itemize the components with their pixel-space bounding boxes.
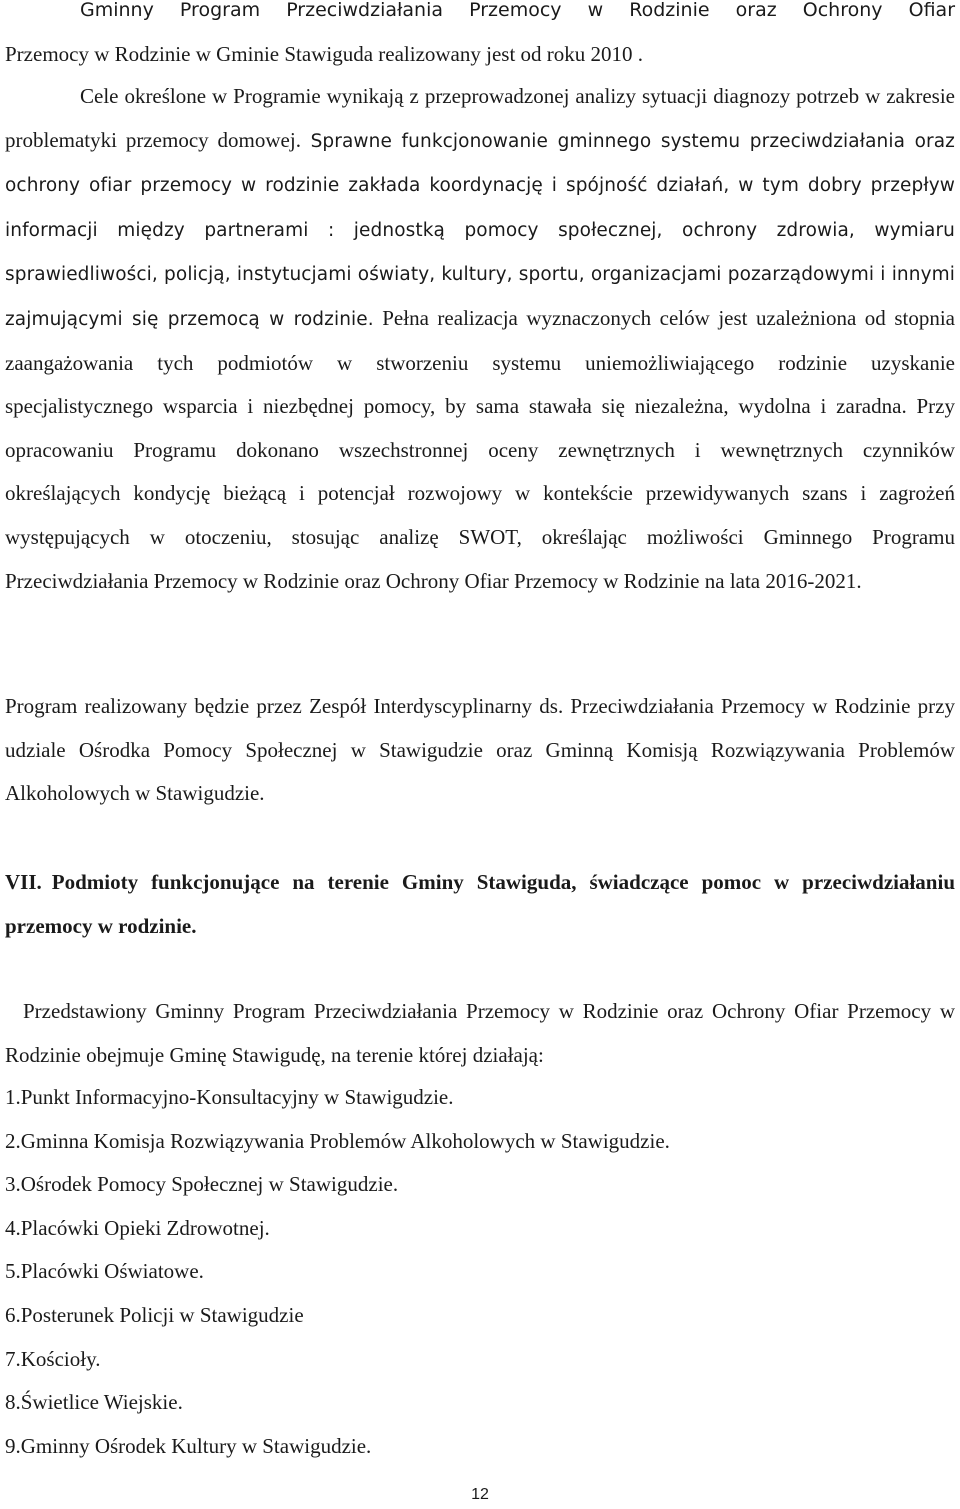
goals-text-sans: Sprawne funkcjonowanie gminnego systemu przeciwdziałania oraz ochrony ofiar przemocy w rodzinie zakłada koordynację i spójność działań, w tym dobry przepływ informacji między partnerami : jednostką pomocy społecznej, ochrony zdrowia, wymiaru sprawiedliwości, policją, instytucjami oświaty, kultury, sportu, organizacjami pozarządowymi i innymi zajmującymi się przemocą w rodzinie. — [5, 130, 955, 330]
list-item — [5, 1381, 905, 1425]
list-item-number: 3. — [5, 1172, 21, 1197]
goals-text-serif: Cele określone w Programie wynikają z przeprowadzonej analizy sytuacji diagnozy potrzeb w zakresie problematyki przemocy domowej. — [5, 84, 955, 152]
list-item-text: Placówki Opieki Zdrowotnej. — [20, 1215, 270, 1240]
list-item-number: 5. — [5, 1259, 21, 1284]
section-title: Podmioty funkcjonujące na terenie Gminy Stawiguda, świadczące pomoc w przeciwdziałaniu przemocy w rodzinie. — [5, 870, 955, 938]
list-item-text: Placówki Oświatowe. — [20, 1259, 204, 1284]
goals-text-rest: Pełna realizacja wyznaczonych celów jest uzależniona od stopnia zaangażowania tych podmiotów w stworzeniu systemu uniemożliwiającego rodzinie uzyskanie specjalistycznego wsparcia i niezbędnej pomocy, by sama stawała się niezależna, wydolna i zaradna. Przy opracowaniu Programu dokonano wszechstronnej oceny zewnętrznych i wewnętrznych czynników określających kondycję bieżącą i potencjał rozwojowy w kontekście przewidywanych szans i zagrożeń występujących w otoczeniu, stosując analizę SWOT, określając możliwości Gminnego Programu Przeciwdziałania Przemocy w Rodzinie oraz Ochrony Ofiar Przemocy w Rodzinie na lata 2016-2021. — [5, 305, 955, 593]
list-item-text: Gminna Komisja Rozwiązywania Problemów Alkoholowych w Stawigudzie. — [20, 1128, 670, 1153]
section-heading — [5, 861, 955, 948]
intro-paragraph — [5, 0, 955, 76]
list-item — [5, 1294, 905, 1338]
entities-list — [5, 1076, 905, 1468]
implementation-paragraph: Program realizowany będzie przez Zespół Interdyscyplinarny ds. Przeciwdziałania Przemocy w Rodzinie przy udziale Ośrodka Pomocy Społecznej w Stawigudzie oraz Gminną Komisją Rozwiązywania Problemów Alkoholowych w Stawigudzie. — [5, 694, 955, 806]
list-item-number: 8. — [5, 1390, 21, 1415]
list-item-number: 2. — [5, 1128, 21, 1153]
list-item — [5, 1250, 905, 1294]
list-item — [5, 1425, 905, 1469]
list-item-text: Świetlice Wiejskie. — [20, 1390, 183, 1415]
list-item-number: 1. — [5, 1085, 21, 1109]
intro-line-2: Przemocy w Rodzinie w Gminie Stawiguda realizowany jest od roku 2010 . — [5, 41, 644, 66]
list-item-text: Ośrodek Pomocy Społecznej w Stawigudzie. — [20, 1172, 399, 1197]
list-item-text: Gminny Ośrodek Kultury w Stawigudzie. — [20, 1433, 372, 1458]
intro-line-1: Gminny Program Przeciwdziałania Przemocy w Rodzinie oraz Ochrony Ofiar — [80, 0, 955, 21]
page-number: 12 — [471, 1486, 489, 1503]
list-item — [5, 1076, 905, 1120]
list-item-text: Punkt Informacyjno-Konsultacyjny w Stawigudzie. — [20, 1085, 454, 1109]
list-item — [5, 1163, 905, 1207]
list-item-number: 7. — [5, 1346, 21, 1371]
list-item — [5, 1338, 905, 1382]
list-item — [5, 1120, 905, 1164]
list-item-number: 9. — [5, 1433, 21, 1458]
scope-paragraph: Przedstawiony Gminny Program Przeciwdziałania Przemocy w Rodzinie oraz Ochrony Ofiar Przemocy w Rodzinie obejmuje Gminę Stawigudę, na terenie której działają: — [5, 999, 955, 1067]
list-item-text: Posterunek Policji w Stawigudzie — [20, 1302, 304, 1327]
goals-paragraph — [5, 75, 955, 603]
section-number: VII. — [5, 870, 42, 894]
list-item-text: Kościoły. — [20, 1346, 101, 1371]
list-item-number: 4. — [5, 1215, 21, 1240]
list-item — [5, 1207, 905, 1251]
list-item-number: 6. — [5, 1302, 21, 1327]
